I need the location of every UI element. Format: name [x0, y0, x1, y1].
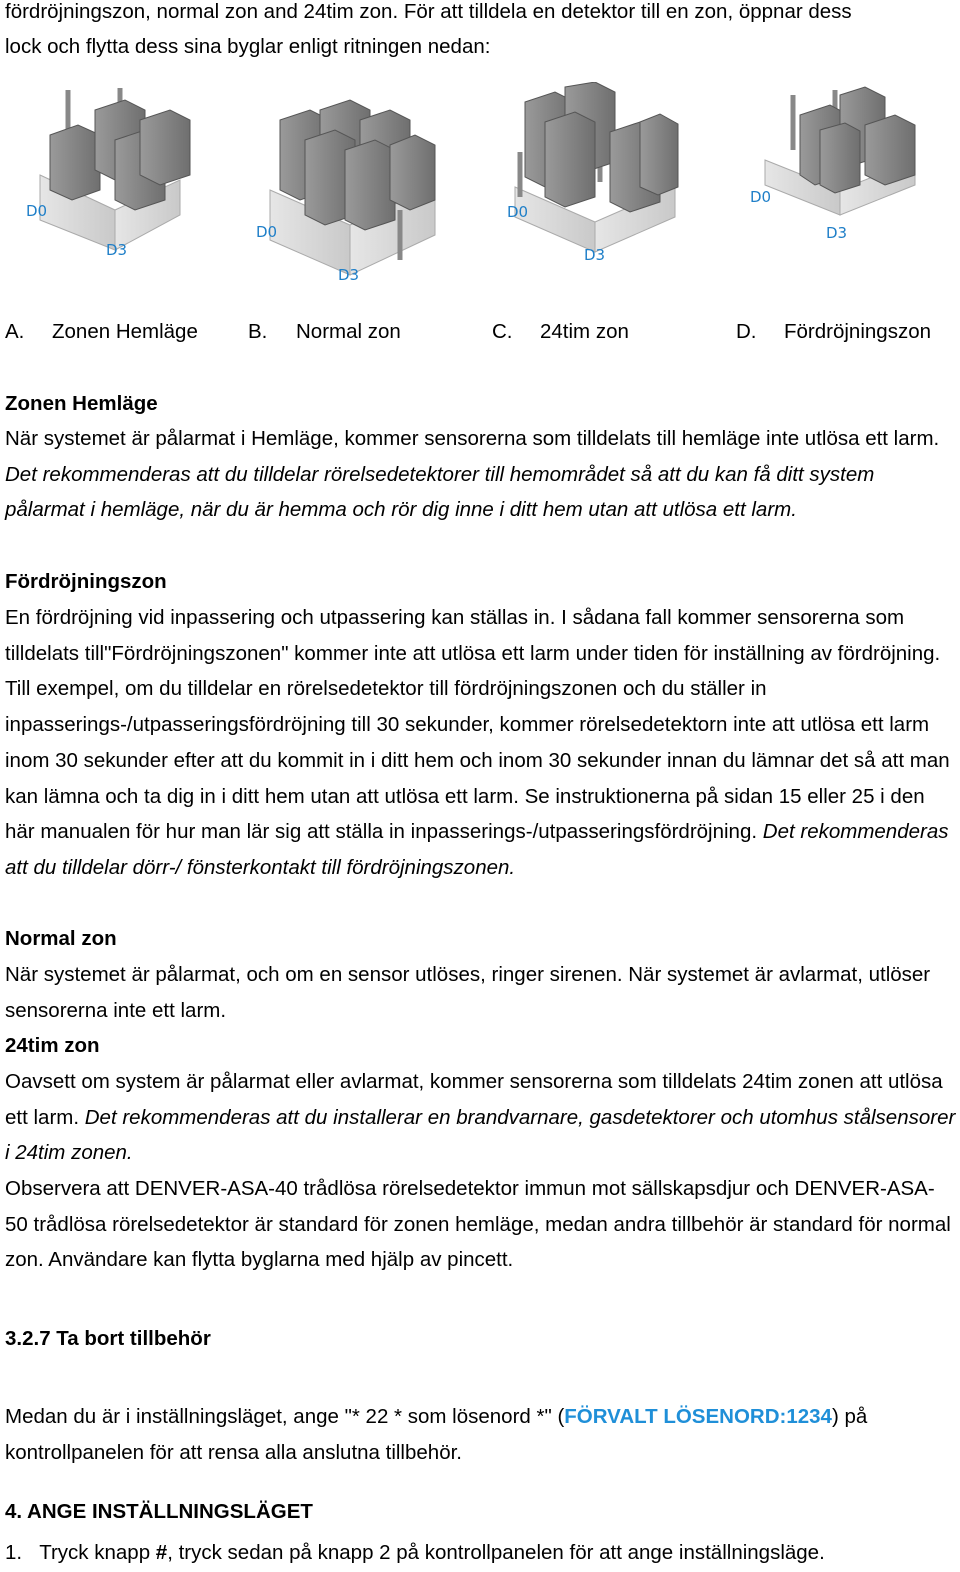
heading-ta-bort-tillbehor: 3.2.7 Ta bort tillbehör [5, 1327, 211, 1350]
tim24-normal-text: Oavsett om system är pålarmat eller avlarmat, kommer sensorerna som tilldelats 24tim zonen att utlösa ett larm. [5, 1070, 943, 1129]
hemlage-italic-text: Det rekommenderas att du tilldelar rörelsedetektorer till hemområdet så att du kan få ditt system pålarmat i hemläge, när du är hemma och rör dig inne i ditt hem utan att utlösa ett larm. [5, 462, 875, 522]
paragraph-normal-zon: När systemet är pålarmat, och om en sensor utlöses, ringer sirenen. När systemet är avlarmat, utlöser sensorerna inte ett larm. [5, 963, 931, 1022]
caption-b-letter: B. [248, 320, 268, 343]
step-text-before: Tryck knapp [39, 1541, 156, 1564]
figure-d-label-d0: D0 [750, 188, 772, 206]
remove-text-after: ) på kontrollpanelen för att rensa alla anslutna tillbehör. [5, 1405, 868, 1464]
paragraph-fordrojningszon [5, 600, 957, 886]
caption-c-letter: C. [492, 320, 513, 343]
heading-fordrojningszon: Fördröjningszon [5, 570, 167, 593]
default-password: FÖRVALT LÖSENORD:1234 [564, 1405, 832, 1428]
figure-c-label-d0: D0 [507, 203, 529, 221]
step-text-after: , tryck sedan på knapp 2 på kontrollpanelen för att ange inställningsläge. [167, 1541, 825, 1564]
remove-text-before: Medan du är i inställningsläget, ange "* 22 * som lösenord *" ( [5, 1405, 565, 1428]
figure-a-label-d0: D0 [26, 202, 48, 220]
fordrojning-italic-text: Det rekommenderas att du tilldelar dörr-/ fönsterkontakt till fördröjningszonen. [5, 820, 949, 879]
caption-b-text: Normal zon [296, 320, 401, 343]
heading-hemlage: Zonen Hemläge [5, 392, 158, 415]
intro-line-1: fördröjningszon, normal zon and 24tim zon. För att tilldela en detektor till en zon, öppnar dess [5, 0, 852, 23]
figure-d-label-d3: D3 [826, 224, 848, 242]
step-number: 1. [5, 1541, 23, 1564]
step-1 [5, 1535, 957, 1571]
paragraph-24tim-zon [5, 1064, 957, 1171]
figure-b-label-d3: D3 [338, 266, 360, 284]
heading-ange-installningslaget: 4. ANGE INSTÄLLNINGSLÄGET [5, 1500, 313, 1523]
paragraph-note: Observera att DENVER-ASA-40 trådlösa rörelsedetektor immun mot sällskapsdjur och DENVER-ASA-50 trådlösa rörelsedetektor är standard för zonen hemläge, medan andra tillbehör är standard för normal zon. Användare kan flytta byglarna med hjälp av pincett. [5, 1177, 951, 1272]
tim24-italic-text: Det rekommenderas att du installerar en brandvarnare, gasdetektorer och utomhus stålsensorer i 24tim zonen. [5, 1105, 956, 1165]
fordrojning-normal-text: En fördröjning vid inpassering och utpassering kan ställas in. I sådana fall kommer sensorerna som tilldelats till"Fördröjningszonen" kommer inte att utlösa ett larm under tiden för inställning av fördröjning. Till exempel, om du tilldelar en rörelsedetektor till fördröjningszonen och du ställer in inpasserings-/utpasseringsfördröjning till 30 sekunder, kommer rörelsedetektorn inte att utlösa ett larm inom 30 sekunder efter att du kommit in i ditt hem och inom 30 sekunder innan du lämnar det så att man kan lämna och ta dig in i ditt hem utan att utlösa ett larm. Se instruktionerna på sidan 15 eller 25 i den här manualen för hur man lär sig att ställa in inpasserings-/utpasseringsfördröjning. [5, 606, 950, 844]
jumper-diagram-c [500, 82, 690, 267]
figure-b-label-d0: D0 [256, 223, 278, 241]
heading-normal-zon: Normal zon [5, 927, 117, 950]
intro-line-2: lock och flytta dess sina byglar enligt ritningen nedan: [5, 35, 491, 58]
heading-24tim-zon: 24tim zon [5, 1034, 100, 1057]
caption-d-letter: D. [736, 320, 757, 343]
jumper-diagram-d [745, 85, 925, 235]
caption-c-text: 24tim zon [540, 320, 629, 343]
caption-a-text: Zonen Hemläge [52, 320, 198, 343]
caption-a-letter: A. [5, 320, 25, 343]
figure-a-label-d3: D3 [106, 241, 128, 259]
paragraph-ta-bort [5, 1399, 957, 1470]
hemlage-normal-text: När systemet är pålarmat i Hemläge, kommer sensorerna som tilldelats till hemläge inte utlösa ett larm. [5, 427, 940, 450]
jumper-diagram-b [250, 90, 450, 290]
paragraph-hemlage [5, 421, 957, 528]
step-key: # [155, 1541, 168, 1564]
caption-d-text: Fördröjningszon [784, 320, 931, 343]
figure-c-label-d3: D3 [584, 246, 606, 264]
